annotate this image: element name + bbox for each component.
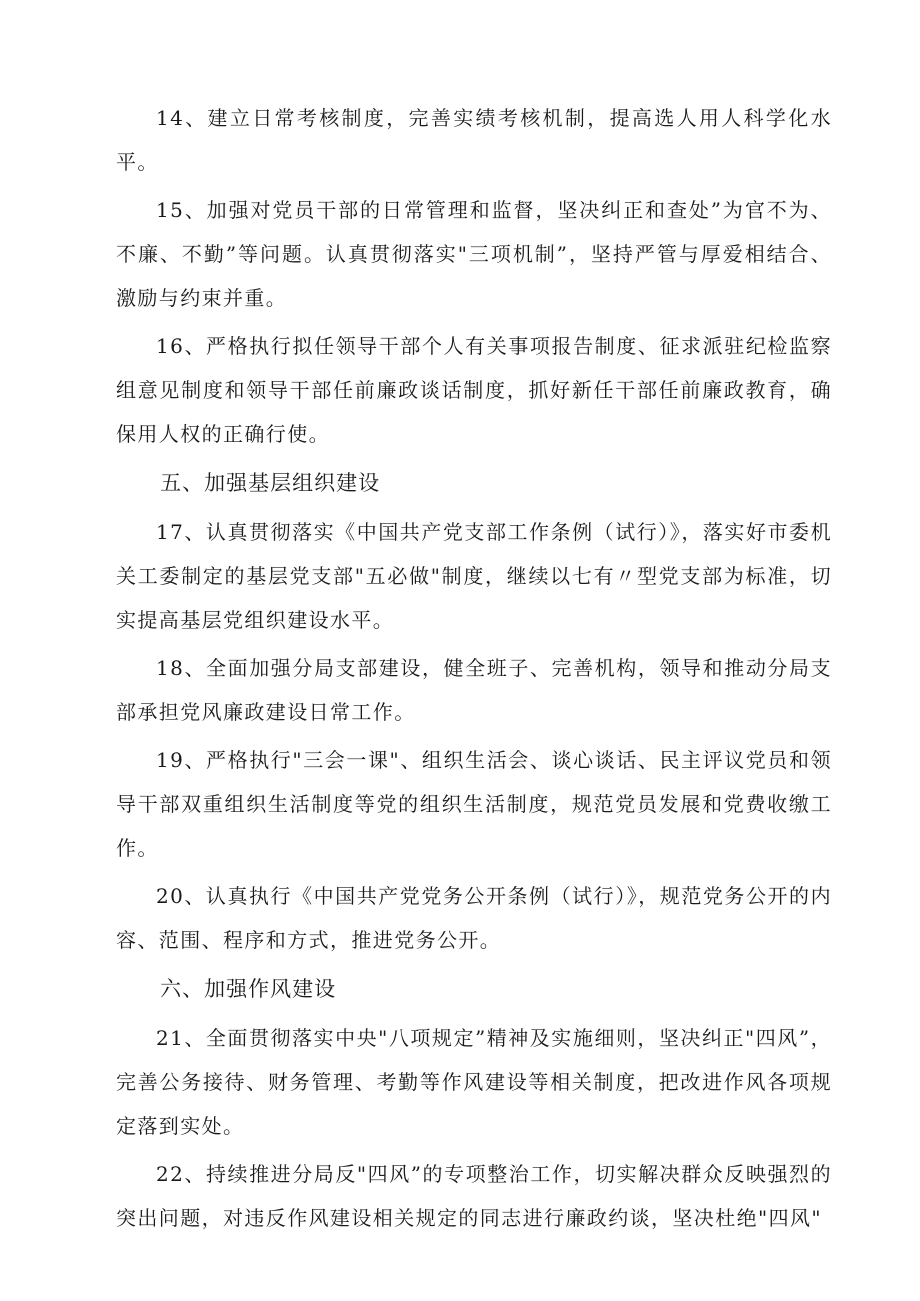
paragraph-18: 18、全面加强分局支部建设，健全班子、完善机构，领导和推动分局支部承担党风廉政建设日常工作。	[116, 656, 832, 724]
section-heading-6: 六、加强作风建设	[160, 977, 337, 1001]
paragraph-20: 20、认真执行《中国共产党党务公开条例（试行）》，规范党务公开的内容、范围、程序和方式，推进党务公开。	[116, 884, 832, 952]
paragraph-21: 21、全面贯彻落实中央"八项规定”精神及实施细则，坚决纠正"四风”，完善公务接待、财务管理、考勤等作风建设等相关制度，把改进作风各项规定落到实处。	[116, 1026, 832, 1138]
paragraph-14: 14、建立日常考核制度，完善实绩考核机制，提高选人用人科学化水平。	[116, 106, 832, 174]
section-heading-5: 五、加强基层组织建设	[160, 471, 381, 495]
paragraph-15: 15、加强对党员干部的日常管理和监督，坚决纠正和查处”为官不为、不廉、不勤”等问题。认真贯彻落实"三项机制”，坚持严管与厚爱相结合、激励与约束并重。	[116, 198, 832, 310]
paragraph-22: 22、持续推进分局反"四风”的专项整治工作，切实解决群众反映强烈的突出问题，对违反作风建设相关规定的同志进行廉政约谈，坚决杜绝"四风"	[116, 1162, 832, 1230]
paragraph-17: 17、认真贯彻落实《中国共产党支部工作条例（试行）》，落实好市委机关工委制定的基层党支部"五必做"制度，继续以七有〃型党支部为标准，切实提高基层党组织建设水平。	[116, 520, 832, 632]
paragraph-19: 19、严格执行"三会一课"、组织生活会、谈心谈话、民主评议党员和领导干部双重组织生活制度等党的组织生活制度，规范党员发展和党费收缴工作。	[116, 748, 832, 860]
paragraph-16: 16、严格执行拟任领导干部个人有关事项报告制度、征求派驻纪检监察组意见制度和领导干部任前廉政谈话制度，抓好新任干部任前廉政教育，确保用人权的正确行使。	[116, 334, 832, 446]
